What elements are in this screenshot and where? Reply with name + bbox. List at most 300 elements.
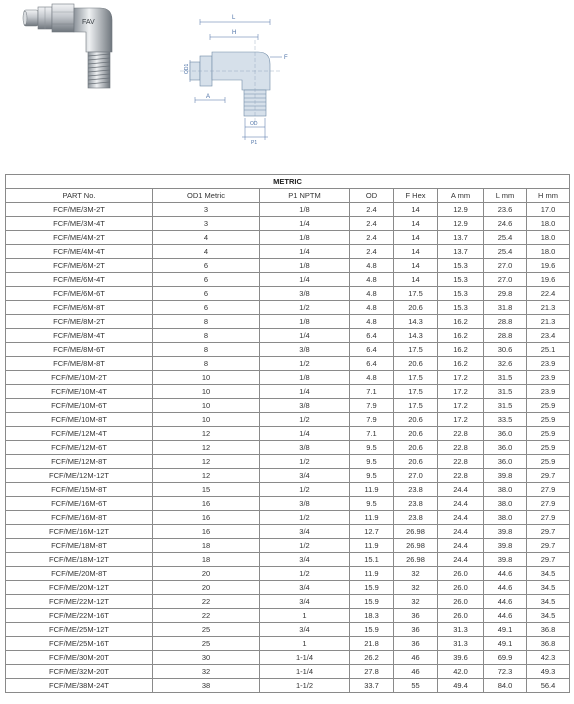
table-row [6, 343, 570, 357]
table-cell: 1/4 [260, 273, 350, 287]
table-cell: 42.0 [438, 665, 484, 679]
column-header: P1 NPTM [260, 189, 350, 203]
table-cell: 26.0 [438, 609, 484, 623]
table-row [6, 259, 570, 273]
table-cell: 10 [153, 371, 260, 385]
column-header: OD1 Metric [153, 189, 260, 203]
table-cell: 14 [394, 259, 438, 273]
table-cell: 25.9 [527, 399, 570, 413]
table-row [6, 413, 570, 427]
table-cell: 1/8 [260, 315, 350, 329]
table-cell: 28.8 [484, 329, 527, 343]
table-cell: 3/8 [260, 343, 350, 357]
table-cell: 29.8 [484, 287, 527, 301]
table-cell: 1/2 [260, 357, 350, 371]
part-number-cell: FCF/ME/20M-12T [6, 581, 153, 595]
table-cell: 32 [153, 665, 260, 679]
part-number-cell: FCF/ME/22M-16T [6, 609, 153, 623]
table-cell: 1/8 [260, 259, 350, 273]
table-cell: 3 [153, 203, 260, 217]
table-cell: 49.4 [438, 679, 484, 693]
table-cell: 15.3 [438, 259, 484, 273]
table-cell: 13.7 [438, 231, 484, 245]
table-row [6, 637, 570, 651]
table-cell: 44.6 [484, 609, 527, 623]
table-row [6, 371, 570, 385]
table-cell: 14 [394, 231, 438, 245]
table-cell: 3/4 [260, 581, 350, 595]
table-row [6, 245, 570, 259]
table-cell: 15.3 [438, 301, 484, 315]
table-cell: 27.0 [484, 273, 527, 287]
table-row [6, 441, 570, 455]
table-row [6, 399, 570, 413]
table-cell: 17.5 [394, 385, 438, 399]
table-cell: 24.4 [438, 497, 484, 511]
table-cell: 26.2 [350, 651, 394, 665]
dim-label-a: A [206, 94, 211, 100]
table-cell: 22.8 [438, 441, 484, 455]
table-cell: 44.6 [484, 595, 527, 609]
table-cell: 34.5 [527, 595, 570, 609]
part-number-cell: FCF/ME/3M-4T [6, 217, 153, 231]
table-cell: 31.8 [484, 301, 527, 315]
table-row [6, 511, 570, 525]
product-label: FAV [82, 19, 95, 26]
table-cell: 38.0 [484, 511, 527, 525]
table-cell: 11.9 [350, 483, 394, 497]
table-cell: 56.4 [527, 679, 570, 693]
table-cell: 84.0 [484, 679, 527, 693]
table-cell: 1/4 [260, 329, 350, 343]
part-number-cell: FCF/ME/6M-4T [6, 273, 153, 287]
table-cell: 17.2 [438, 399, 484, 413]
table-cell: 24.4 [438, 483, 484, 497]
table-cell: 46 [394, 665, 438, 679]
part-number-cell: FCF/ME/8M-8T [6, 357, 153, 371]
table-cell: 23.8 [394, 483, 438, 497]
table-cell: 38.0 [484, 483, 527, 497]
column-header: PART No. [6, 189, 153, 203]
table-row [6, 385, 570, 399]
table-cell: 27.0 [394, 469, 438, 483]
table-cell: 15.3 [438, 273, 484, 287]
table-cell: 26.0 [438, 567, 484, 581]
part-number-cell: FCF/ME/8M-4T [6, 329, 153, 343]
table-cell: 21.3 [527, 315, 570, 329]
table-cell: 4.8 [350, 301, 394, 315]
table-row [6, 469, 570, 483]
table-cell: 1/4 [260, 217, 350, 231]
table-cell: 9.5 [350, 441, 394, 455]
table-cell: 3/4 [260, 553, 350, 567]
table-cell: 49.3 [527, 665, 570, 679]
table-cell: 16 [153, 497, 260, 511]
table-cell: 23.6 [484, 203, 527, 217]
column-header: L mm [484, 189, 527, 203]
table-cell: 16.2 [438, 329, 484, 343]
table-cell: 8 [153, 315, 260, 329]
part-number-cell: FCF/ME/16M-12T [6, 525, 153, 539]
table-cell: 29.7 [527, 553, 570, 567]
column-header: H mm [527, 189, 570, 203]
table-cell: 23.9 [527, 385, 570, 399]
table-row [6, 329, 570, 343]
table-cell: 16 [153, 525, 260, 539]
table-row [6, 427, 570, 441]
table-cell: 22.4 [527, 287, 570, 301]
table-cell: 31.5 [484, 399, 527, 413]
table-row [6, 567, 570, 581]
table-cell: 22.8 [438, 427, 484, 441]
table-cell: 69.9 [484, 651, 527, 665]
table-cell: 17.5 [394, 399, 438, 413]
table-cell: 9.5 [350, 455, 394, 469]
table-cell: 36.8 [527, 623, 570, 637]
table-cell: 21.8 [350, 637, 394, 651]
table-row [6, 609, 570, 623]
table-row [6, 357, 570, 371]
part-number-cell: FCF/ME/15M-8T [6, 483, 153, 497]
table-cell: 6.4 [350, 329, 394, 343]
table-cell: 33.5 [484, 413, 527, 427]
table-cell: 18.0 [527, 245, 570, 259]
table-cell: 32.6 [484, 357, 527, 371]
table-cell: 42.3 [527, 651, 570, 665]
table-cell: 9.5 [350, 469, 394, 483]
table-cell: 22.8 [438, 455, 484, 469]
table-cell: 3/4 [260, 525, 350, 539]
table-cell: 25 [153, 623, 260, 637]
table-cell: 6.4 [350, 343, 394, 357]
table-cell: 24.6 [484, 217, 527, 231]
table-cell: 28.8 [484, 315, 527, 329]
table-cell: 20.6 [394, 413, 438, 427]
table-row [6, 665, 570, 679]
table-cell: 23.9 [527, 371, 570, 385]
table-cell: 24.4 [438, 553, 484, 567]
table-cell: 11.9 [350, 567, 394, 581]
table-cell: 15 [153, 483, 260, 497]
table-cell: 1 [260, 637, 350, 651]
part-number-cell: FCF/ME/18M-12T [6, 553, 153, 567]
table-cell: 4 [153, 231, 260, 245]
table-cell: 7.1 [350, 427, 394, 441]
table-cell: 2.4 [350, 231, 394, 245]
part-number-cell: FCF/ME/6M-6T [6, 287, 153, 301]
table-cell: 20.6 [394, 427, 438, 441]
table-row [6, 455, 570, 469]
table-row [6, 301, 570, 315]
table-cell: 25.9 [527, 455, 570, 469]
table-row [6, 539, 570, 553]
table-cell: 3/8 [260, 497, 350, 511]
table-cell: 22 [153, 595, 260, 609]
table-cell: 20 [153, 581, 260, 595]
part-number-cell: FCF/ME/12M-4T [6, 427, 153, 441]
table-cell: 36.0 [484, 427, 527, 441]
part-number-cell: FCF/ME/18M-8T [6, 539, 153, 553]
table-cell: 29.7 [527, 539, 570, 553]
table-cell: 12 [153, 427, 260, 441]
table-cell: 7.9 [350, 413, 394, 427]
table-cell: 34.5 [527, 581, 570, 595]
part-number-cell: FCF/ME/4M-4T [6, 245, 153, 259]
part-number-cell: FCF/ME/10M-6T [6, 399, 153, 413]
table-cell: 32 [394, 567, 438, 581]
table-cell: 25.9 [527, 441, 570, 455]
table-cell: 39.8 [484, 539, 527, 553]
table-cell: 22.8 [438, 469, 484, 483]
part-number-cell: FCF/ME/6M-2T [6, 259, 153, 273]
table-cell: 25.1 [527, 343, 570, 357]
table-cell: 1/8 [260, 231, 350, 245]
table-cell: 20.6 [394, 455, 438, 469]
table-cell: 39.8 [484, 525, 527, 539]
table-cell: 39.8 [484, 553, 527, 567]
table-cell: 1/2 [260, 511, 350, 525]
table-cell: 30 [153, 651, 260, 665]
part-number-cell: FCF/ME/38M-24T [6, 679, 153, 693]
table-cell: 4.8 [350, 273, 394, 287]
part-number-cell: FCF/ME/10M-4T [6, 385, 153, 399]
dim-label-f: F [284, 55, 288, 61]
table-cell: 17.5 [394, 287, 438, 301]
table-cell: 36 [394, 637, 438, 651]
table-cell: 18.0 [527, 231, 570, 245]
dim-label-od: OD [250, 121, 258, 127]
part-number-cell: FCF/ME/12M-6T [6, 441, 153, 455]
table-row [6, 315, 570, 329]
table-cell: 44.6 [484, 581, 527, 595]
table-cell: 2.4 [350, 217, 394, 231]
part-number-cell: FCF/ME/8M-6T [6, 343, 153, 357]
table-cell: 26.0 [438, 595, 484, 609]
table-cell: 16 [153, 511, 260, 525]
table-cell: 36.0 [484, 455, 527, 469]
table-row [6, 679, 570, 693]
table-cell: 44.6 [484, 567, 527, 581]
table-row [6, 273, 570, 287]
table-cell: 32 [394, 595, 438, 609]
table-cell: 38 [153, 679, 260, 693]
table-cell: 1-1/4 [260, 651, 350, 665]
table-header-row [6, 189, 570, 203]
table-cell: 36 [394, 623, 438, 637]
table-cell: 10 [153, 413, 260, 427]
table-cell: 49.1 [484, 623, 527, 637]
table-cell: 1-1/2 [260, 679, 350, 693]
table-cell: 24.4 [438, 511, 484, 525]
table-row [6, 203, 570, 217]
table-cell: 15.9 [350, 595, 394, 609]
table-cell: 17.5 [394, 343, 438, 357]
table-row [6, 595, 570, 609]
table-cell: 26.0 [438, 581, 484, 595]
part-number-cell: FCF/ME/10M-2T [6, 371, 153, 385]
table-cell: 36.0 [484, 441, 527, 455]
table-cell: 21.3 [527, 301, 570, 315]
table-cell: 32 [394, 581, 438, 595]
table-cell: 49.1 [484, 637, 527, 651]
table-cell: 14 [394, 203, 438, 217]
table-cell: 16.2 [438, 315, 484, 329]
table-cell: 39.8 [484, 469, 527, 483]
table-cell: 25.9 [527, 427, 570, 441]
table-cell: 4.8 [350, 315, 394, 329]
table-cell: 17.2 [438, 385, 484, 399]
part-number-cell: FCF/ME/12M-8T [6, 455, 153, 469]
table-cell: 15.9 [350, 581, 394, 595]
table-cell: 15.9 [350, 623, 394, 637]
table-cell: 36.8 [527, 637, 570, 651]
column-header: F Hex [394, 189, 438, 203]
table-cell: 3/8 [260, 287, 350, 301]
table-cell: 24.4 [438, 525, 484, 539]
table-cell: 8 [153, 329, 260, 343]
table-cell: 17.0 [527, 203, 570, 217]
table-row [6, 525, 570, 539]
table-cell: 27.9 [527, 483, 570, 497]
table-cell: 1/2 [260, 539, 350, 553]
table-cell: 36 [394, 609, 438, 623]
column-header: OD [350, 189, 394, 203]
part-number-cell: FCF/ME/20M-8T [6, 567, 153, 581]
table-row [6, 217, 570, 231]
table-cell: 19.6 [527, 259, 570, 273]
table-cell: 27.9 [527, 497, 570, 511]
table-cell: 15.3 [438, 287, 484, 301]
table-cell: 1/2 [260, 483, 350, 497]
table-cell: 8 [153, 343, 260, 357]
table-cell: 1-1/4 [260, 665, 350, 679]
table-row [6, 483, 570, 497]
table-cell: 4.8 [350, 371, 394, 385]
table-cell: 25.4 [484, 231, 527, 245]
table-cell: 7.9 [350, 399, 394, 413]
table-cell: 38.0 [484, 497, 527, 511]
table-cell: 18 [153, 539, 260, 553]
table-cell: 4.8 [350, 287, 394, 301]
table-cell: 23.8 [394, 497, 438, 511]
table-body [6, 203, 570, 693]
table-cell: 26.98 [394, 553, 438, 567]
table-cell: 33.7 [350, 679, 394, 693]
table-cell: 29.7 [527, 469, 570, 483]
metric-spec-table [5, 174, 570, 693]
table-cell: 1/2 [260, 301, 350, 315]
table-cell: 12 [153, 455, 260, 469]
dim-label-l: L [232, 15, 236, 21]
part-number-cell: FCF/ME/3M-2T [6, 203, 153, 217]
part-number-cell: FCF/ME/6M-8T [6, 301, 153, 315]
table-cell: 19.6 [527, 273, 570, 287]
part-number-cell: FCF/ME/16M-8T [6, 511, 153, 525]
table-cell: 17.2 [438, 371, 484, 385]
table-row [6, 497, 570, 511]
dim-label-p1: P1 [251, 140, 258, 146]
table-cell: 13.7 [438, 245, 484, 259]
table-row [6, 553, 570, 567]
table-cell: 15.1 [350, 553, 394, 567]
part-number-cell: FCF/ME/25M-16T [6, 637, 153, 651]
table-cell: 1/8 [260, 371, 350, 385]
table-cell: 4.8 [350, 259, 394, 273]
table-cell: 9.5 [350, 497, 394, 511]
table-cell: 12 [153, 469, 260, 483]
table-cell: 31.5 [484, 385, 527, 399]
table-cell: 31.3 [438, 637, 484, 651]
table-cell: 1/4 [260, 427, 350, 441]
table-cell: 14 [394, 273, 438, 287]
table-cell: 39.6 [438, 651, 484, 665]
table-cell: 17.5 [394, 371, 438, 385]
table-cell: 1/8 [260, 203, 350, 217]
table-cell: 24.4 [438, 539, 484, 553]
part-number-cell: FCF/ME/8M-2T [6, 315, 153, 329]
part-number-cell: FCF/ME/10M-8T [6, 413, 153, 427]
part-number-cell: FCF/ME/32M-20T [6, 665, 153, 679]
table-cell: 8 [153, 357, 260, 371]
table-cell: 3/4 [260, 469, 350, 483]
table-cell: 29.7 [527, 525, 570, 539]
table-cell: 7.1 [350, 385, 394, 399]
table-cell: 18.3 [350, 609, 394, 623]
table-cell: 3/4 [260, 595, 350, 609]
table-cell: 1/2 [260, 413, 350, 427]
product-photo [22, 2, 122, 92]
table-cell: 18.0 [527, 217, 570, 231]
table-cell: 3/4 [260, 623, 350, 637]
part-number-cell: FCF/ME/30M-20T [6, 651, 153, 665]
table-cell: 2.4 [350, 203, 394, 217]
table-cell: 23.8 [394, 511, 438, 525]
table-cell: 6 [153, 287, 260, 301]
table-cell: 14.3 [394, 329, 438, 343]
table-cell: 20.6 [394, 441, 438, 455]
table-cell: 31.5 [484, 371, 527, 385]
table-row [6, 287, 570, 301]
table-cell: 6.4 [350, 357, 394, 371]
table-cell: 26.98 [394, 539, 438, 553]
part-number-cell: FCF/ME/16M-6T [6, 497, 153, 511]
table-cell: 72.3 [484, 665, 527, 679]
table-cell: 25.4 [484, 245, 527, 259]
table-cell: 12.7 [350, 525, 394, 539]
table-cell: 46 [394, 651, 438, 665]
table-cell: 26.98 [394, 525, 438, 539]
table-cell: 12.9 [438, 203, 484, 217]
part-number-cell: FCF/ME/12M-12T [6, 469, 153, 483]
table-cell: 23.9 [527, 357, 570, 371]
table-cell: 23.4 [527, 329, 570, 343]
table-cell: 34.5 [527, 567, 570, 581]
table-cell: 1 [260, 609, 350, 623]
table-cell: 3 [153, 217, 260, 231]
table-cell: 6 [153, 273, 260, 287]
table-cell: 14.3 [394, 315, 438, 329]
table-cell: 11.9 [350, 511, 394, 525]
table-cell: 3/8 [260, 441, 350, 455]
table-cell: 11.9 [350, 539, 394, 553]
table-cell: 25.9 [527, 413, 570, 427]
dim-label-h: H [232, 30, 237, 36]
table-cell: 1/4 [260, 245, 350, 259]
table-cell: 25 [153, 637, 260, 651]
table-cell: 1/4 [260, 385, 350, 399]
table-cell: 6 [153, 301, 260, 315]
table-cell: 6 [153, 259, 260, 273]
